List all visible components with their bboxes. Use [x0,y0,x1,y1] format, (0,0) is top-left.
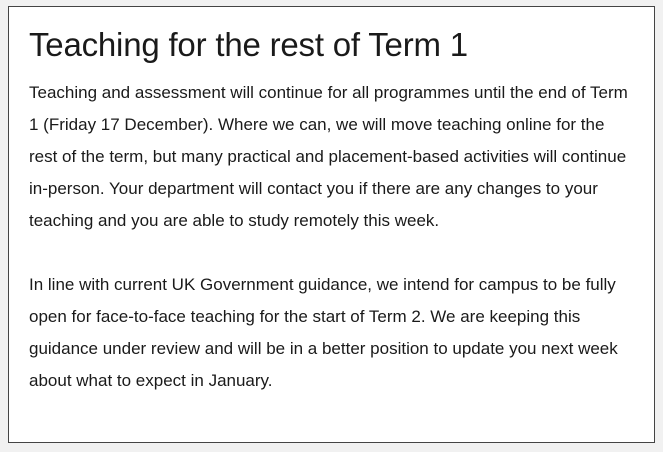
paragraph-teaching-assessment: Teaching and assessment will continue for all programmes until the end of Term 1 (Friday 17 December). Where we can, we will move teaching online for the rest of the term, but many practical and placement-based activities will continue in-person. Your department will contact you if there are any changes to your teaching and you are able to study remotely this week. [29,83,628,230]
section-title: Teaching for the rest of Term 1 [29,26,468,63]
paragraph-government-guidance: In line with current UK Government guidance, we intend for campus to be fully open for face-to-face teaching for the start of Term 2. We are keeping this guidance under review and will be in a better position to update you next week about what to expect in January. [29,275,618,390]
content-panel [8,6,655,443]
